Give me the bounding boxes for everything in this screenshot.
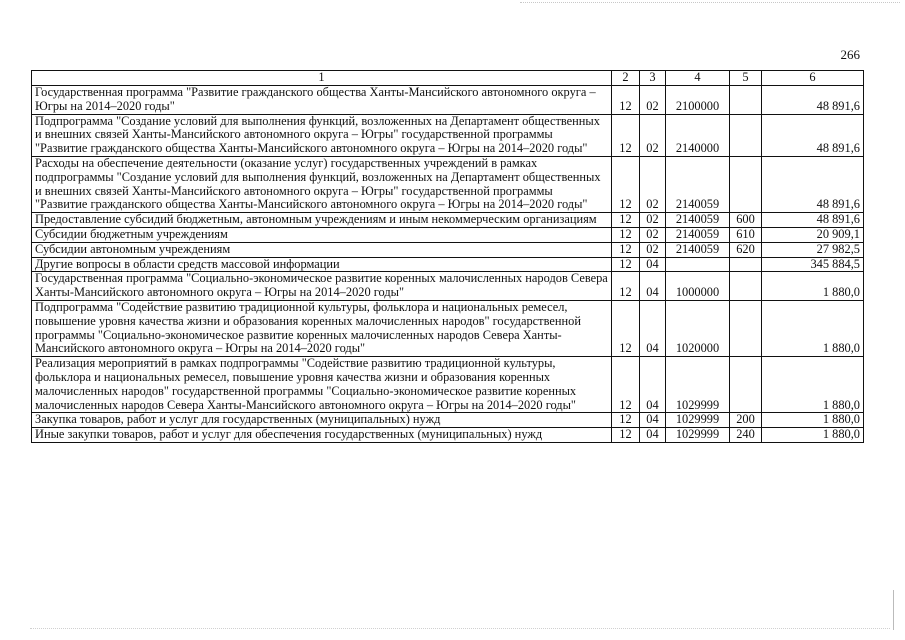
- row-amount-cell: 1 880,0: [762, 300, 864, 356]
- row-subsection-cell: 04: [640, 300, 666, 356]
- header-col-2: 2: [612, 71, 640, 86]
- row-amount-cell: 48 891,6: [762, 213, 864, 228]
- row-subsection-cell: 02: [640, 156, 666, 212]
- row-amount-cell: 20 909,1: [762, 227, 864, 242]
- header-row: [32, 71, 864, 86]
- row-expense-type-cell: 610: [730, 227, 762, 242]
- table-row: [32, 114, 864, 156]
- row-name-cell: Подпрограмма "Содействие развитию традиционной культуры, фольклора и национальных ремесел, повышение уровня качества жизни и образования коренных малочисленных народов" государственной программы "Социально-экономическое развитие коренных малочисленных народов Севера Ханты-Мансийского автономного округа – Югры на 2014–2020 годы": [32, 300, 612, 356]
- row-section-cell: 12: [612, 114, 640, 156]
- row-expense-type-cell: [730, 357, 762, 413]
- row-amount-cell: 48 891,6: [762, 114, 864, 156]
- row-name-cell: Другие вопросы в области средств массовой информации: [32, 257, 612, 272]
- row-section-cell: 12: [612, 357, 640, 413]
- row-subsection-cell: 04: [640, 413, 666, 428]
- row-amount-cell: 27 982,5: [762, 242, 864, 257]
- row-expense-type-cell: 240: [730, 428, 762, 443]
- header-col-1: 1: [32, 71, 612, 86]
- scan-artifact-bottom: [30, 628, 890, 629]
- table-row: [32, 227, 864, 242]
- row-target-article-cell: 2140059: [666, 242, 730, 257]
- row-section-cell: 12: [612, 86, 640, 115]
- row-name-cell: Подпрограмма "Создание условий для выполнения функций, возложенных на Департамент общественных и внешних связей Ханты-Мансийского автономного округа – Югры" государственной программы "Развитие гражданского общества Ханты-Мансийского автономного округа – Югры на 2014–2020 годы": [32, 114, 612, 156]
- table-row: [32, 156, 864, 212]
- scan-artifact-top: [520, 2, 900, 3]
- table-row: [32, 242, 864, 257]
- header-col-6: 6: [762, 71, 864, 86]
- row-name-cell: Расходы на обеспечение деятельности (оказание услуг) государственных учреждений в рамках подпрограммы "Создание условий для выполнения функций, возложенных на Департамент общественных и внешних связей Ханты-Мансийского автономного округа – Югры" государственной программы "Развитие гражданского общества Ханты-Мансийского автономного округа – Югры на 2014–2020 годы": [32, 156, 612, 212]
- row-subsection-cell: 02: [640, 242, 666, 257]
- row-section-cell: 12: [612, 213, 640, 228]
- row-target-article-cell: 1029999: [666, 413, 730, 428]
- table-row: [32, 272, 864, 301]
- header-col-4: 4: [666, 71, 730, 86]
- table-row: [32, 428, 864, 443]
- row-target-article-cell: 1029999: [666, 428, 730, 443]
- row-name-cell: Государственная программа "Развитие гражданского общества Ханты-Мансийского автономного округа – Югры на 2014–2020 годы": [32, 86, 612, 115]
- row-expense-type-cell: [730, 156, 762, 212]
- row-subsection-cell: 04: [640, 257, 666, 272]
- row-amount-cell: 1 880,0: [762, 272, 864, 301]
- table-row: [32, 257, 864, 272]
- row-subsection-cell: 04: [640, 357, 666, 413]
- row-subsection-cell: 04: [640, 428, 666, 443]
- row-section-cell: 12: [612, 156, 640, 212]
- page-number: 266: [840, 47, 860, 62]
- header-col-3: 3: [640, 71, 666, 86]
- row-section-cell: 12: [612, 413, 640, 428]
- row-subsection-cell: 02: [640, 86, 666, 115]
- row-name-cell: Иные закупки товаров, работ и услуг для обеспечения государственных (муниципальных) нужд: [32, 428, 612, 443]
- row-name-cell: Государственная программа "Социально-экономическое развитие коренных малочисленных народов Севера Ханты-Мансийского автономного округа – Югры на 2014–2020 годы": [32, 272, 612, 301]
- row-expense-type-cell: 620: [730, 242, 762, 257]
- row-name-cell: Закупка товаров, работ и услуг для государственных (муниципальных) нужд: [32, 413, 612, 428]
- table-row: [32, 86, 864, 115]
- table-row: [32, 213, 864, 228]
- table-row: [32, 300, 864, 356]
- table-row: [32, 357, 864, 413]
- row-section-cell: 12: [612, 257, 640, 272]
- budget-table: [31, 70, 864, 443]
- row-subsection-cell: 02: [640, 227, 666, 242]
- header-col-5: 5: [730, 71, 762, 86]
- row-name-cell: Реализация мероприятий в рамках подпрограммы "Содействие развитию традиционной культуры, фольклора и национальных ремесел, повышение уровня качества жизни и образования коренных малочисленных народов" государственной программы "Социально-экономическое развитие коренных малочисленных народов Севера Ханты-Мансийского автономного округа – Югры на 2014–2020 годы": [32, 357, 612, 413]
- row-target-article-cell: 1000000: [666, 272, 730, 301]
- row-expense-type-cell: [730, 257, 762, 272]
- row-name-cell: Предоставление субсидий бюджетным, автономным учреждениям и иным некоммерческим организациям: [32, 213, 612, 228]
- row-section-cell: 12: [612, 300, 640, 356]
- row-section-cell: 12: [612, 428, 640, 443]
- row-expense-type-cell: [730, 272, 762, 301]
- scan-artifact-edge: [893, 590, 894, 630]
- row-target-article-cell: 2140059: [666, 213, 730, 228]
- row-amount-cell: 48 891,6: [762, 156, 864, 212]
- table-row: [32, 413, 864, 428]
- row-expense-type-cell: 200: [730, 413, 762, 428]
- row-target-article-cell: 2140059: [666, 156, 730, 212]
- row-amount-cell: 1 880,0: [762, 413, 864, 428]
- row-name-cell: Субсидии автономным учреждениям: [32, 242, 612, 257]
- row-target-article-cell: 1029999: [666, 357, 730, 413]
- row-name-cell: Субсидии бюджетным учреждениям: [32, 227, 612, 242]
- row-expense-type-cell: [730, 86, 762, 115]
- row-amount-cell: 1 880,0: [762, 428, 864, 443]
- row-target-article-cell: 2140000: [666, 114, 730, 156]
- row-subsection-cell: 02: [640, 213, 666, 228]
- row-expense-type-cell: [730, 300, 762, 356]
- row-amount-cell: 1 880,0: [762, 357, 864, 413]
- row-section-cell: 12: [612, 227, 640, 242]
- row-section-cell: 12: [612, 272, 640, 301]
- row-expense-type-cell: 600: [730, 213, 762, 228]
- row-target-article-cell: 2140059: [666, 227, 730, 242]
- row-target-article-cell: [666, 257, 730, 272]
- row-amount-cell: 345 884,5: [762, 257, 864, 272]
- row-target-article-cell: 1020000: [666, 300, 730, 356]
- row-section-cell: 12: [612, 242, 640, 257]
- row-subsection-cell: 02: [640, 114, 666, 156]
- row-subsection-cell: 04: [640, 272, 666, 301]
- row-amount-cell: 48 891,6: [762, 86, 864, 115]
- row-expense-type-cell: [730, 114, 762, 156]
- row-target-article-cell: 2100000: [666, 86, 730, 115]
